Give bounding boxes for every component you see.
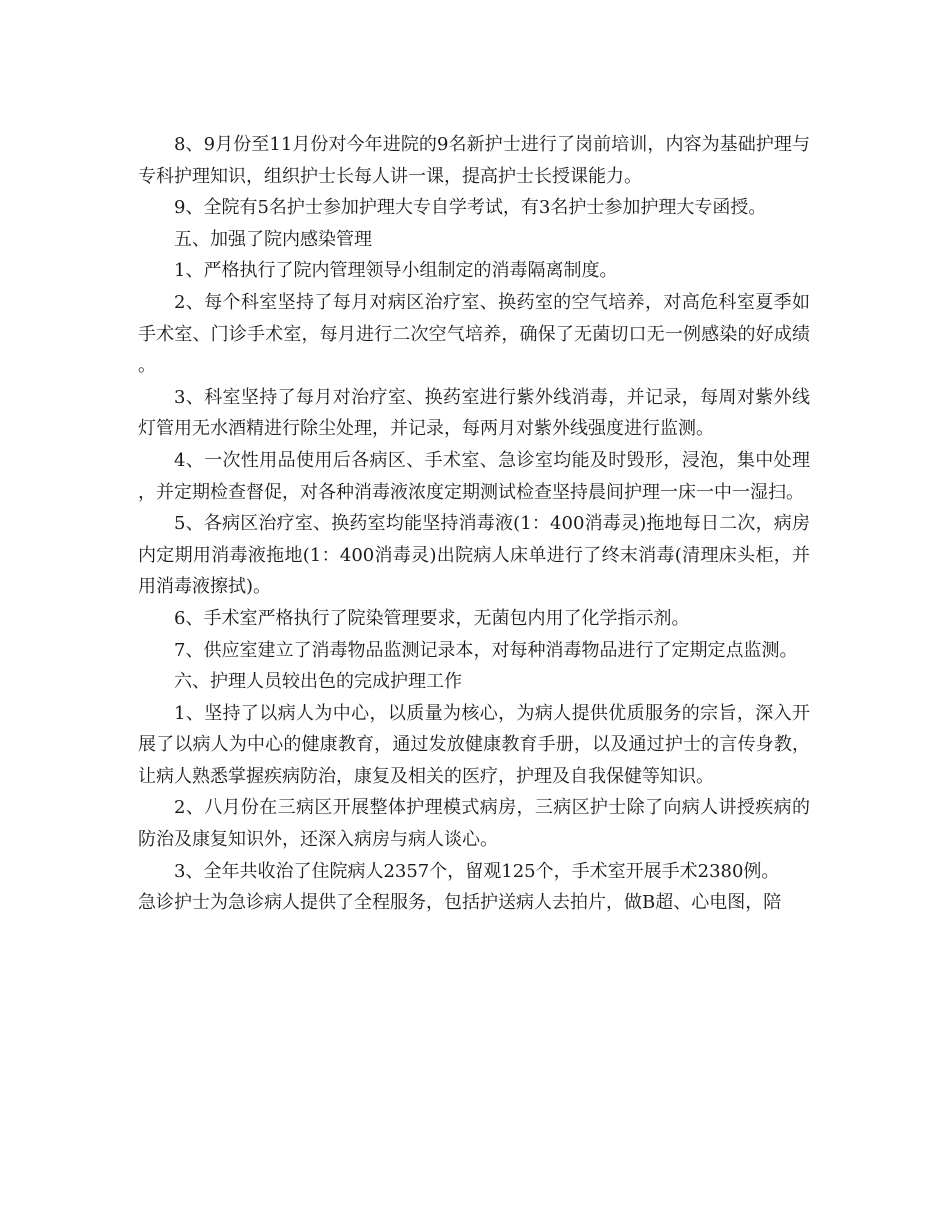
paragraph-supply-room: 7、供应室建立了消毒物品监测记录本，对每种消毒物品进行了定期定点监测。	[174, 639, 798, 661]
section-heading-nursing-work: 六、护理人员较出色的完成护理工作	[174, 671, 462, 693]
paragraph-disinfection-rules: 1、严格执行了院内管理领导小组制定的消毒隔离制度。	[174, 260, 618, 282]
paragraph-patient-centered: 1、坚持了以病人为中心，以质量为核心，为病人提供优质服务的宗旨，深入开展了以病人为中心的健康教育，通过发放健康教育手册，以及通过护士的言传身教，让病人熟悉掌握疾病防治，康复及相关的医疗，护理及自我保健等知识。	[138, 702, 810, 787]
document-body	[138, 129, 810, 919]
paragraph-holistic-nursing: 2、八月份在三病区开展整体护理模式病房，三病区护士除了向病人讲授疾病的防治及康复知识外，还深入病房与病人谈心。	[138, 797, 810, 851]
paragraph-exam-participation: 9、全院有5名护士参加护理大专自学考试，有3名护士参加护理大专函授。	[174, 197, 767, 219]
paragraph-uv-disinfection: 3、科室坚持了每月对治疗室、换药室进行紫外线消毒，并记录，每周对紫外线灯管用无水酒精进行除尘处理，并记录，每两月对紫外线强度进行监测。	[138, 386, 810, 440]
paragraph-nurse-training: 8、9月份至11月份对今年进院的9名新护士进行了岗前培训，内容为基础护理与专科护理知识，组织护士长每人讲一课，提高护士长授课能力。	[138, 134, 810, 187]
paragraph-air-culture: 2、每个科室坚持了每月对病区治疗室、换药室的空气培养，对高危科室夏季如手术室、门诊手术室，每月进行二次空气培养，确保了无菌切口无一例感染的好成绩。	[138, 291, 810, 377]
paragraph-operating-room: 6、手术室严格执行了院染管理要求，无菌包内用了化学指示剂。	[174, 607, 690, 629]
section-heading-infection-control: 五、加强了院内感染管理	[174, 228, 372, 250]
paragraph-emergency-service: 急诊护士为急诊病人提供了全程服务，包括护送病人去拍片，做B超、心电图，陪	[138, 892, 782, 914]
paragraph-disposable-items: 4、一次性用品使用后各病区、手术室、急诊室均能及时毁形，浸泡，集中处理，并定期检查督促，对各种消毒液浓度定期测试检查坚持晨间护理一床一中一湿扫。	[138, 449, 810, 503]
paragraph-floor-disinfection: 5、各病区治疗室、换药室均能坚持消毒液(1：400消毒灵)拖地每日二次，病房内定期用消毒液拖地(1：400消毒灵)出院病人床单进行了终末消毒(清理床头柜，并用消毒液擦拭)。	[138, 513, 810, 598]
paragraph-annual-statistics: 3、全年共收治了住院病人2357个，留观125个，手术室开展手术2380例。	[174, 860, 780, 882]
